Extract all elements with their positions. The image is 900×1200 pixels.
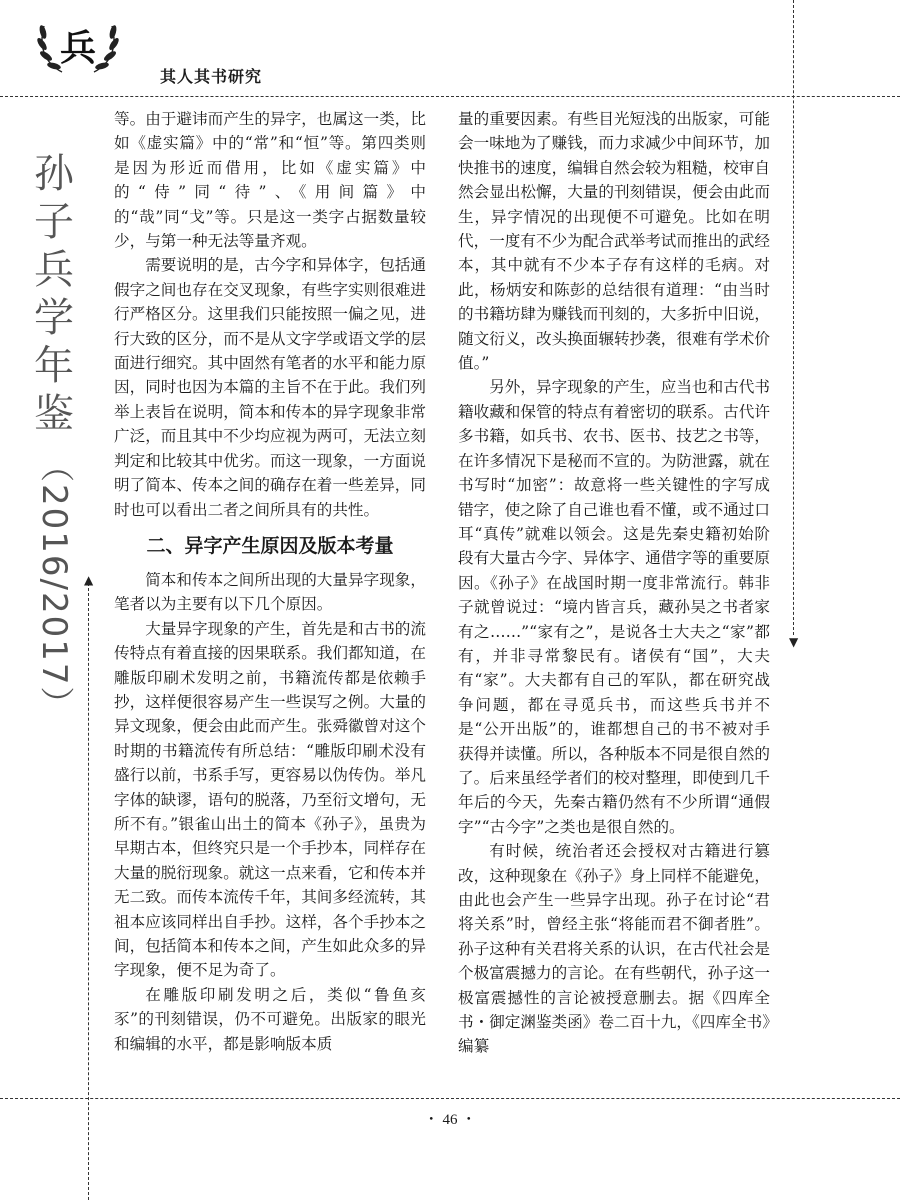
- laurel-wreath-icon: [28, 8, 128, 78]
- yearbook-vertical-title: [24, 150, 84, 723]
- title-char: 年: [34, 343, 74, 389]
- right-text-column: [458, 107, 770, 1059]
- paragraph: 在雕版印刷发明之后，类似“鲁鱼亥豕”的刊刻错误，仍不可避免。出版家的眼光和编辑的水平，都是影响版本质: [114, 985, 426, 1053]
- header-divider: [0, 96, 900, 97]
- down-arrow-icon: ▼: [789, 635, 799, 649]
- logo-character: 兵: [59, 28, 97, 69]
- section-heading: 二、异字产生原因及版本考量: [146, 534, 394, 557]
- laurel-logo: [28, 8, 128, 78]
- paragraph: 另外，异字现象的产生，应当也和古代书籍收藏和保管的特点有着密切的联系。古代许多书籍，如兵书、农书、医书、技艺之书等，在许多情况下是秘而不宣的。为防泄露，就在书写时“加密”：故意将一些关键性的字写成错字，使之除了自己谁也看不懂，或不通过口耳“真传”就难以领会。这是先秦史籍初始阶段有大量古今字、异体字、通借字等的重要原因。《孙子》在战国时期一度非常流行。韩非子就曾说过：“境内皆言兵，藏孙吴之书者家有之……”“家有之”，是说各士大夫之“家”都有，并非寻常黎民有。诸侯有“国”，大夫有“家”。大夫都有自己的军队，都在研究战争问题，都在寻觅兵书，而这些兵书并不是“公开出版”的，谁都想自己的书不被对手获得并读懂。所以，各种版本不同是很自然的了。后来虽经学者们的校对整理，即使到几千年后的今天，先秦古籍仍然有不少所谓“通假字”“古今字”之类也是很自然的。: [458, 378, 770, 836]
- title-year: （2016/2017）: [34, 448, 74, 723]
- paragraph: 有时候，统治者还会授权对古籍进行篡改，这种现象在《孙子》身上同样不能避免，由此也会产生一些异字出现。孙子在讨论“君将关系”时，曾经主张“将能而君不御者胜”。孙子这种有关君将关系的认识，在古代社会是个极富震撼力的言论。在有些朝代，孙子这一极富震撼性的言论被授意删去。据《四库全书・御定渊鉴类函》卷二百十九，《四库全书》编纂: [458, 842, 770, 1056]
- left-text-column: [114, 107, 426, 1056]
- paragraph: 量的重要因素。有些目光短浅的出版家，可能会一味地为了赚钱，而力求减少中间环节，加快推书的速度，编辑自然会较为粗糙，校审自然会显出松懈，大量的刊刻错误，便会由此而生，异字情况的出现便不可避免。比如在明代，一度有不少为配合武举考试而推出的武经本，其中就有不少本子存有这样的毛病。对此，杨炳安和陈彭的总结很有道理：“由当时的书籍坊肆为赚钱而刊刻的，大多折中旧说，随文衍义，改头换面辗转抄袭，很难有学术价值。”: [458, 110, 770, 373]
- page-number: ・ 46 ・: [423, 1112, 477, 1128]
- up-arrow-icon: ▲: [84, 573, 94, 587]
- title-char: 孙: [34, 151, 74, 197]
- footer-divider: [0, 1098, 900, 1099]
- title-char: 学: [34, 295, 74, 341]
- paragraph: 等。由于避讳而产生的异字，也属这一类，比如《虚实篇》中的“常”和“恒”等。第四类则是因为形近而借用，比如《虚实篇》中的“侍”同“待”、《用间篇》中的“哉”同“戈”等。只是这一类字占据数量较少，与第一种无法等量齐观。: [114, 110, 426, 251]
- title-char: 兵: [34, 247, 74, 293]
- title-char: 子: [34, 199, 74, 245]
- paragraph: 大量异字现象的产生，首先是和古书的流传特点有着直接的因果联系。我们都知道，在雕版印刷术发明之前，书籍流传都是依赖手抄，这样便很容易产生一些误写之例。大量的异文现象，便会由此而产生。张舜徽曾对这个时期的书籍流传有所总结：“雕版印刷术没有盛行以前，书系手写，更容易以伪传伪。举凡字体的缺谬，语句的脱落，乃至衍文增句，无所不有。”银雀山出土的简本《孙子》，虽贵为早期古本，但终究只是一个手抄本，同样存在大量的脱衍现象。就这一点来看，它和传本并无二致。而传本流传千年，其间多经流转，其祖本应该同样出自手抄。这样，各个手抄本之间，包括简本和传本之间，产生如此众多的异字现象，便不足为奇了。: [114, 619, 426, 980]
- running-title: 其人其书研究: [160, 67, 263, 86]
- title-char: 鉴: [34, 391, 74, 437]
- right-guide-line: [793, 0, 794, 635]
- paragraph: 简本和传本之间所出现的大量异字现象，笔者以为主要有以下几个原因。: [114, 570, 426, 614]
- paragraph: 需要说明的是，古今字和异体字，包括通假字之间也存在交叉现象，有些字实则很难进行严格区分。这里我们只能按照一偏之见，进行大致的区分，而不是从文字学或语文学的层面进行细究。其中固然有笔者的水平和能力原因，同时也因为本篇的主旨不在于此。我们列举上表旨在说明，简本和传本的异字现象非常广泛，而且其中不少均应视为两可，无法立刻判定和比较其中优劣。而这一现象，一方面说明了简本、传本之间的确存在着一些差异，同时也可以看出二者之间所具有的共性。: [114, 256, 426, 519]
